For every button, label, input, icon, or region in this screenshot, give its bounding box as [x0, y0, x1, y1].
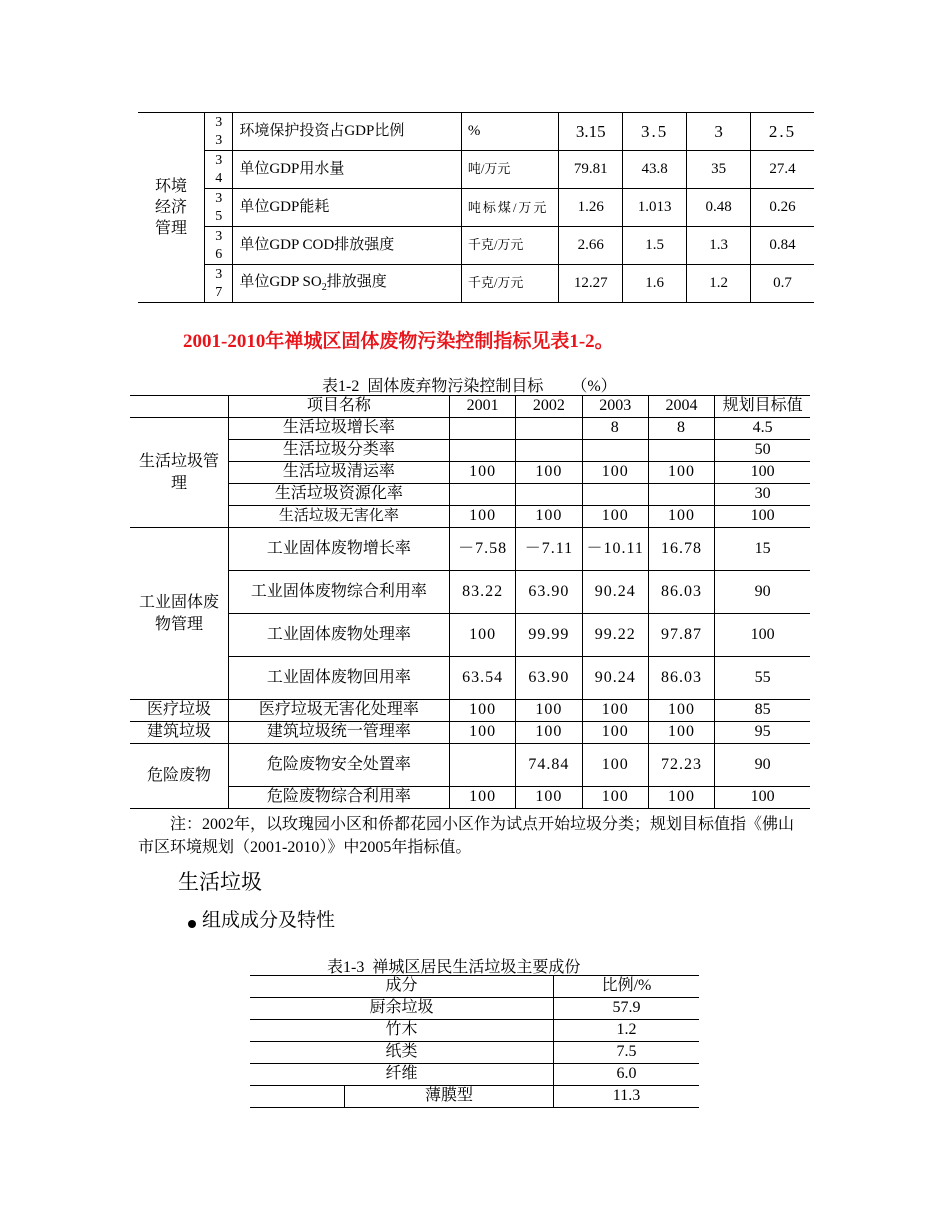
value-cell: 86.03: [648, 657, 714, 700]
value-cell: 1.2: [687, 265, 751, 303]
value-cell: 0.84: [751, 227, 814, 265]
row-number: 33: [205, 113, 233, 151]
row-name: 工业固体废物处理率: [228, 614, 449, 657]
bullet-text: 组成成分及特性: [202, 910, 336, 931]
indicator-name: 环境保护投资占GDP比例: [233, 113, 461, 151]
value-cell: 63.90: [516, 571, 582, 614]
value-cell: 100: [582, 722, 648, 744]
row-name: 危险废物综合利用率: [228, 787, 449, 809]
row-name: 工业固体废物综合利用率: [228, 571, 449, 614]
value-cell: 8: [582, 418, 648, 440]
indicator-name: 单位GDP能耗: [233, 189, 461, 227]
value-cell: 1.5: [623, 227, 687, 265]
table-row: [130, 506, 810, 528]
row-number: 35: [205, 189, 233, 227]
value-cell: [516, 418, 582, 440]
value-cell: 3: [687, 113, 751, 151]
blank-cell: [250, 1086, 345, 1108]
table-row: [130, 571, 810, 614]
table-row: [130, 462, 810, 484]
value-cell: 100: [582, 462, 648, 484]
section-heading-red: 2001-2010年禅城区固体废物污染控制指标见表1-2。: [183, 331, 614, 352]
component-cell: 纸类: [250, 1042, 554, 1064]
value-cell: [449, 744, 515, 787]
value-cell: 100: [582, 744, 648, 787]
header-goal: 规划目标值: [715, 396, 810, 418]
table-row: [138, 189, 814, 227]
value-cell: 86.03: [648, 571, 714, 614]
row-number: 36: [205, 227, 233, 265]
value-cell: 97.87: [648, 614, 714, 657]
group-cell: 生活垃圾管理: [130, 418, 228, 528]
table-row: [250, 1086, 699, 1108]
group-cell: 危险废物: [130, 744, 228, 809]
group-cell: 工业固体废物管理: [130, 528, 228, 700]
value-cell: 0.26: [751, 189, 814, 227]
value-cell: 99.22: [582, 614, 648, 657]
indicator-unit: 千克/万元: [461, 265, 558, 303]
indicator-unit: 千克/万元: [461, 227, 558, 265]
value-cell: 100: [648, 722, 714, 744]
goal-cell: 90: [715, 744, 810, 787]
row-name: 生活垃圾清运率: [228, 462, 449, 484]
table-row: [250, 1020, 699, 1042]
table-row: [138, 227, 814, 265]
table-header-row: [130, 396, 810, 418]
row-number: 37: [205, 265, 233, 303]
value-cell: 74.84: [516, 744, 582, 787]
goal-cell: 85: [715, 700, 810, 722]
garbage-composition-table: [250, 975, 699, 1108]
component-cell: 纤维: [250, 1064, 554, 1086]
value-cell: 0.48: [687, 189, 751, 227]
group-cell: 建筑垃圾: [130, 722, 228, 744]
value-cell: 100: [582, 700, 648, 722]
value-cell: 1.3: [687, 227, 751, 265]
value-cell: 99.99: [516, 614, 582, 657]
value-cell: 100: [582, 506, 648, 528]
value-cell: [449, 440, 515, 462]
value-cell: 1.26: [559, 189, 623, 227]
table-row: [130, 484, 810, 506]
value-cell: 1.6: [623, 265, 687, 303]
value-cell: 100: [516, 462, 582, 484]
table-row: [130, 418, 810, 440]
value-cell: 63.90: [516, 657, 582, 700]
header-year: 2001: [449, 396, 515, 418]
value-cell: [449, 418, 515, 440]
header-year: 2003: [582, 396, 648, 418]
value-cell: 63.54: [449, 657, 515, 700]
row-name: 危险废物安全处置率: [228, 744, 449, 787]
value-cell: [582, 440, 648, 462]
value-cell: 3.5: [623, 113, 687, 151]
ratio-cell: 11.3: [554, 1086, 700, 1108]
value-cell: [449, 484, 515, 506]
value-cell: 100: [516, 506, 582, 528]
value-cell: 100: [449, 614, 515, 657]
bullet-item: [188, 905, 335, 932]
solid-waste-table: [130, 395, 810, 809]
goal-cell: 55: [715, 657, 810, 700]
table-row: [130, 787, 810, 809]
value-cell: 43.8: [623, 151, 687, 189]
table-row: [130, 744, 810, 787]
ratio-cell: 6.0: [554, 1064, 700, 1086]
value-cell: 90.24: [582, 657, 648, 700]
value-cell: －10.11: [582, 528, 648, 571]
ratio-cell: 7.5: [554, 1042, 700, 1064]
ratio-cell: 1.2: [554, 1020, 700, 1042]
value-cell: [516, 440, 582, 462]
indicator-name: 单位GDP $SO_2$排放强度: [233, 265, 461, 303]
component-cell: 厨余垃圾: [250, 998, 554, 1020]
value-cell: 100: [648, 506, 714, 528]
table-note: 注：2002年，以玫瑰园小区和侨都花园小区作为试点开始垃圾分类；规划目标值指《佛山市区环境规划（2001-2010）》中2005年指标值。: [138, 816, 795, 856]
header-year: 2002: [516, 396, 582, 418]
value-cell: 100: [648, 700, 714, 722]
value-cell: 27.4: [751, 151, 814, 189]
table-row: [130, 722, 810, 744]
value-cell: 12.27: [559, 265, 623, 303]
goal-cell: 50: [715, 440, 810, 462]
row-name: 生活垃圾无害化率: [228, 506, 449, 528]
goal-cell: 4.5: [715, 418, 810, 440]
value-cell: 2.5: [751, 113, 814, 151]
goal-cell: 100: [715, 506, 810, 528]
table-row: [130, 657, 810, 700]
section-title: 生活垃圾: [178, 871, 262, 894]
table-row: [130, 440, 810, 462]
goal-cell: 90: [715, 571, 810, 614]
value-cell: 8: [648, 418, 714, 440]
value-cell: 100: [449, 462, 515, 484]
value-cell: 100: [648, 462, 714, 484]
row-number: 34: [205, 151, 233, 189]
value-cell: 16.78: [648, 528, 714, 571]
value-cell: [516, 484, 582, 506]
indicator-name: 单位GDP COD排放强度: [233, 227, 461, 265]
value-cell: 100: [516, 787, 582, 809]
bullet-dot-icon: [188, 920, 196, 928]
header-ratio: 比例/%: [554, 976, 700, 998]
value-cell: 72.23: [648, 744, 714, 787]
row-name: 生活垃圾增长率: [228, 418, 449, 440]
goal-cell: 30: [715, 484, 810, 506]
value-cell: 83.22: [449, 571, 515, 614]
value-cell: 100: [449, 722, 515, 744]
indicator-name: 单位GDP用水量: [233, 151, 461, 189]
value-cell: 90.24: [582, 571, 648, 614]
value-cell: 100: [449, 506, 515, 528]
value-cell: [648, 484, 714, 506]
value-cell: －7.11: [516, 528, 582, 571]
value-cell: 100: [449, 700, 515, 722]
indicator-unit: 吨标煤/万元: [461, 189, 558, 227]
goal-cell: 100: [715, 787, 810, 809]
category-cell: [138, 113, 205, 303]
table-row: [250, 998, 699, 1020]
table-row: [138, 151, 814, 189]
goal-cell: 15: [715, 528, 810, 571]
value-cell: 100: [449, 787, 515, 809]
row-name: 医疗垃圾无害化处理率: [228, 700, 449, 722]
category-label: 环境经济管理: [155, 178, 188, 237]
table-row: [250, 1064, 699, 1086]
header-name: 项目名称: [228, 396, 449, 418]
value-cell: 100: [648, 787, 714, 809]
value-cell: [582, 484, 648, 506]
indicator-unit: %: [461, 113, 558, 151]
value-cell: 79.81: [559, 151, 623, 189]
row-name: 生活垃圾资源化率: [228, 484, 449, 506]
table-row: [138, 265, 814, 303]
goal-cell: 100: [715, 614, 810, 657]
ratio-cell: 57.9: [554, 998, 700, 1020]
value-cell: －7.58: [449, 528, 515, 571]
value-cell: 35: [687, 151, 751, 189]
value-cell: 2.66: [559, 227, 623, 265]
value-cell: 100: [516, 700, 582, 722]
group-cell: 医疗垃圾: [130, 700, 228, 722]
indicator-unit: 吨/万元: [461, 151, 558, 189]
value-cell: 1.013: [623, 189, 687, 227]
row-name: 生活垃圾分类率: [228, 440, 449, 462]
gdp-indicator-table: [138, 112, 814, 303]
row-name: 建筑垃圾统一管理率: [228, 722, 449, 744]
row-name: 工业固体废物回用率: [228, 657, 449, 700]
component-cell: 竹木: [250, 1020, 554, 1042]
table-caption: 表1-2 固体废弃物污染控制目标 （%）: [322, 378, 617, 395]
value-cell: 0.7: [751, 265, 814, 303]
value-cell: 100: [516, 722, 582, 744]
goal-cell: 95: [715, 722, 810, 744]
value-cell: 3.15: [559, 113, 623, 151]
value-cell: [648, 440, 714, 462]
table-row: [138, 113, 814, 151]
table-row: [130, 614, 810, 657]
value-cell: 100: [582, 787, 648, 809]
table-row: [130, 528, 810, 571]
table-row: [130, 700, 810, 722]
header-component: 成分: [250, 976, 554, 998]
table-row: [250, 1042, 699, 1064]
header-blank: [130, 396, 228, 418]
component-cell: 薄膜型: [345, 1086, 554, 1108]
goal-cell: 100: [715, 462, 810, 484]
table-header-row: [250, 976, 699, 998]
row-name: 工业固体废物增长率: [228, 528, 449, 571]
header-year: 2004: [648, 396, 714, 418]
table-caption: 表1-3 禅城区居民生活垃圾主要成份: [327, 959, 581, 976]
